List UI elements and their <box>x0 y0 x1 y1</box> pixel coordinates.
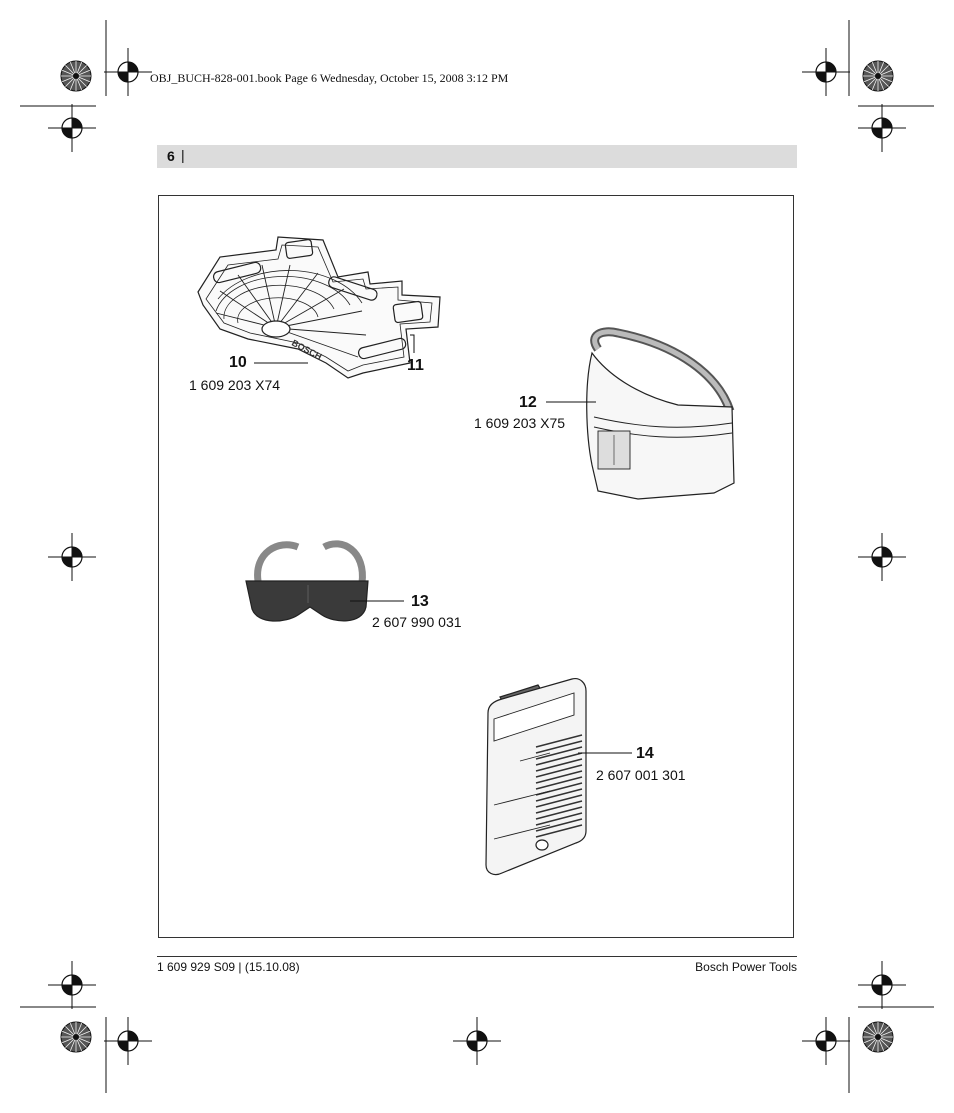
part-number-13: 2 607 990 031 <box>372 614 462 630</box>
footer-rule <box>157 956 797 957</box>
book-imprint: OBJ_BUCH-828-001.book Page 6 Wednesday, October 15, 2008 3:12 PM <box>150 71 509 85</box>
callout-line-11 <box>410 335 414 353</box>
callout-number-10: 10 <box>229 354 247 371</box>
part-number-10: 1 609 203 X74 <box>189 377 281 393</box>
laser-viewing-glasses-icon <box>246 544 368 621</box>
part-number-14: 2 607 001 301 <box>596 767 686 783</box>
laser-target-card-icon <box>486 679 586 875</box>
footer-brand: Bosch Power Tools <box>695 960 797 974</box>
part-number-12: 1 609 203 X75 <box>474 415 566 431</box>
header-separator: | <box>181 147 185 163</box>
page-number: 6 <box>167 148 175 164</box>
accessories-figure <box>158 195 794 938</box>
page-header-bar <box>157 145 797 168</box>
plate-brand-text: BOSCH <box>290 337 324 362</box>
callout-number-11: 11 <box>407 357 424 374</box>
callout-number-13: 13 <box>411 593 429 610</box>
callout-number-14: 14 <box>636 745 654 762</box>
footer-document-number: 1 609 929 S09 | (15.10.08) <box>157 960 300 974</box>
protective-pouch-icon <box>587 332 734 499</box>
callout-number-12: 12 <box>519 394 537 411</box>
